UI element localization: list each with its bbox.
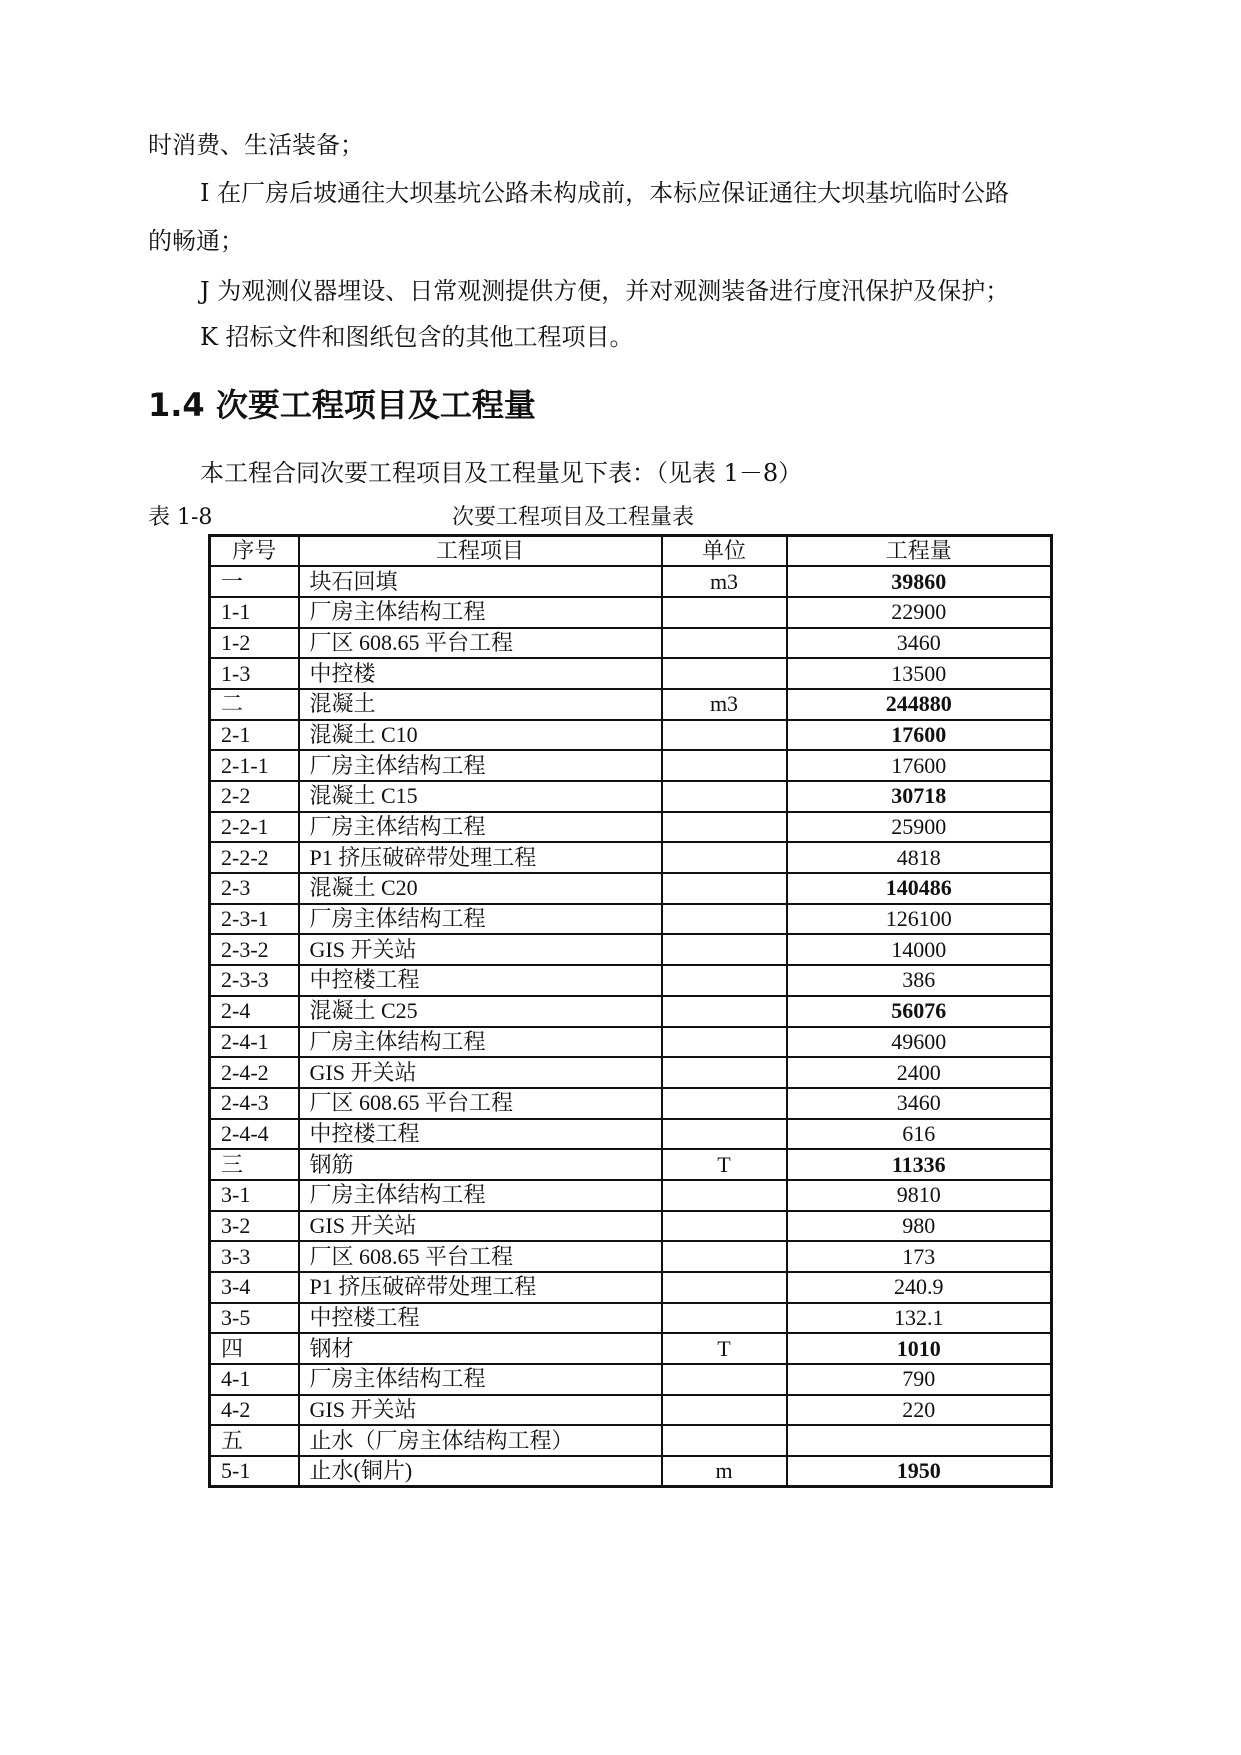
amount-cell: 126100 bbox=[787, 904, 1052, 935]
unit-cell bbox=[662, 658, 787, 689]
seq-cell: 3-3 bbox=[210, 1241, 299, 1272]
amount-cell: 220 bbox=[787, 1395, 1052, 1426]
unit-cell: m bbox=[662, 1456, 787, 1487]
item-cell: GIS 开关站 bbox=[299, 1057, 662, 1088]
item-cell: 中控楼工程 bbox=[299, 1119, 662, 1150]
seq-cell: 2-2-2 bbox=[210, 842, 299, 873]
amount-cell: 244880 bbox=[787, 689, 1052, 720]
unit-cell bbox=[662, 1180, 787, 1211]
item-cell: 混凝土 C10 bbox=[299, 720, 662, 751]
unit-cell bbox=[662, 1303, 787, 1334]
amount-cell: 25900 bbox=[787, 812, 1052, 843]
unit-cell bbox=[662, 597, 787, 628]
unit-cell bbox=[662, 1057, 787, 1088]
seq-cell: 2-1-1 bbox=[210, 750, 299, 781]
seq-cell: 1-2 bbox=[210, 628, 299, 659]
item-cell: 厂区 608.65 平台工程 bbox=[299, 1241, 662, 1272]
unit-cell bbox=[662, 750, 787, 781]
amount-cell: 173 bbox=[787, 1241, 1052, 1272]
item-cell: 钢筋 bbox=[299, 1149, 662, 1180]
table-row bbox=[210, 689, 1052, 720]
amount-cell: 17600 bbox=[787, 720, 1052, 751]
seq-cell: 2-4-2 bbox=[210, 1057, 299, 1088]
seq-cell: 1-3 bbox=[210, 658, 299, 689]
seq-cell: 2-2 bbox=[210, 781, 299, 812]
unit-cell bbox=[662, 996, 787, 1027]
amount-cell: 17600 bbox=[787, 750, 1052, 781]
seq-cell: 2-3 bbox=[210, 873, 299, 904]
table-row bbox=[210, 1333, 1052, 1364]
paragraph-5: K 招标文件和图纸包含的其他工程项目。 bbox=[200, 323, 634, 351]
table-row bbox=[210, 781, 1052, 812]
table-row bbox=[210, 842, 1052, 873]
header-unit: 单位 bbox=[662, 536, 787, 567]
item-cell: 块石回填 bbox=[299, 566, 662, 597]
table-row bbox=[210, 1119, 1052, 1150]
table-row bbox=[210, 1425, 1052, 1456]
unit-cell: m3 bbox=[662, 689, 787, 720]
seq-cell: 2-3-3 bbox=[210, 965, 299, 996]
item-cell: 混凝土 bbox=[299, 689, 662, 720]
seq-cell: 2-1 bbox=[210, 720, 299, 751]
seq-cell: 2-4 bbox=[210, 996, 299, 1027]
item-cell: 止水(铜片) bbox=[299, 1456, 662, 1487]
unit-cell: m3 bbox=[662, 566, 787, 597]
amount-cell: 22900 bbox=[787, 597, 1052, 628]
item-cell: 厂房主体结构工程 bbox=[299, 904, 662, 935]
amount-cell: 386 bbox=[787, 965, 1052, 996]
table-row bbox=[210, 1149, 1052, 1180]
paragraph-4: J 为观测仪器埋设、日常观测提供方便，并对观测装备进行度汛保护及保护； bbox=[200, 277, 1010, 305]
table-row bbox=[210, 1303, 1052, 1334]
item-cell: 厂房主体结构工程 bbox=[299, 1364, 662, 1395]
seq-cell: 1-1 bbox=[210, 597, 299, 628]
item-cell: 厂房主体结构工程 bbox=[299, 812, 662, 843]
item-cell: 厂房主体结构工程 bbox=[299, 1180, 662, 1211]
unit-cell bbox=[662, 965, 787, 996]
unit-cell: T bbox=[662, 1333, 787, 1364]
item-cell: 中控楼 bbox=[299, 658, 662, 689]
seq-cell: 5-1 bbox=[210, 1456, 299, 1487]
table-row bbox=[210, 934, 1052, 965]
seq-cell: 三 bbox=[210, 1149, 299, 1180]
table-body bbox=[210, 566, 1052, 1487]
unit-cell bbox=[662, 842, 787, 873]
item-cell: P1 挤压破碎带处理工程 bbox=[299, 1272, 662, 1303]
seq-cell: 2-4-1 bbox=[210, 1027, 299, 1058]
table-intro: 本工程合同次要工程项目及工程量见下表：（见表 1－8） bbox=[200, 459, 803, 487]
unit-cell bbox=[662, 1241, 787, 1272]
amount-cell: 1010 bbox=[787, 1333, 1052, 1364]
amount-cell: 2400 bbox=[787, 1057, 1052, 1088]
item-cell: 厂房主体结构工程 bbox=[299, 597, 662, 628]
unit-cell bbox=[662, 1027, 787, 1058]
seq-cell: 4-1 bbox=[210, 1364, 299, 1395]
item-cell: 中控楼工程 bbox=[299, 965, 662, 996]
table-row bbox=[210, 658, 1052, 689]
unit-cell bbox=[662, 781, 787, 812]
table-row bbox=[210, 965, 1052, 996]
table-row bbox=[210, 873, 1052, 904]
table-row bbox=[210, 1364, 1052, 1395]
table-row bbox=[210, 720, 1052, 751]
unit-cell bbox=[662, 934, 787, 965]
item-cell: 混凝土 C15 bbox=[299, 781, 662, 812]
amount-cell: 1950 bbox=[787, 1456, 1052, 1487]
seq-cell: 2-2-1 bbox=[210, 812, 299, 843]
amount-cell: 11336 bbox=[787, 1149, 1052, 1180]
amount-cell: 132.1 bbox=[787, 1303, 1052, 1334]
table-row bbox=[210, 1456, 1052, 1487]
seq-cell: 一 bbox=[210, 566, 299, 597]
amount-cell: 56076 bbox=[787, 996, 1052, 1027]
unit-cell bbox=[662, 873, 787, 904]
amount-cell: 30718 bbox=[787, 781, 1052, 812]
amount-cell: 49600 bbox=[787, 1027, 1052, 1058]
amount-cell: 240.9 bbox=[787, 1272, 1052, 1303]
item-cell: GIS 开关站 bbox=[299, 1395, 662, 1426]
amount-cell: 790 bbox=[787, 1364, 1052, 1395]
unit-cell bbox=[662, 1395, 787, 1426]
table-row bbox=[210, 904, 1052, 935]
item-cell: 止水（厂房主体结构工程） bbox=[299, 1425, 662, 1456]
amount-cell: 13500 bbox=[787, 658, 1052, 689]
table-row bbox=[210, 812, 1052, 843]
table-row bbox=[210, 597, 1052, 628]
amount-cell: 14000 bbox=[787, 934, 1052, 965]
unit-cell bbox=[662, 1119, 787, 1150]
item-cell: 厂房主体结构工程 bbox=[299, 750, 662, 781]
paragraph-2: I 在厂房后坡通往大坝基坑公路未构成前，本标应保证通往大坝基坑临时公路 bbox=[200, 179, 1010, 207]
amount-cell: 140486 bbox=[787, 873, 1052, 904]
item-cell: 混凝土 C20 bbox=[299, 873, 662, 904]
seq-cell: 四 bbox=[210, 1333, 299, 1364]
table-row bbox=[210, 750, 1052, 781]
table-row bbox=[210, 1241, 1052, 1272]
item-cell: 厂房主体结构工程 bbox=[299, 1027, 662, 1058]
table-title: 次要工程项目及工程量表 bbox=[452, 505, 695, 530]
seq-cell: 3-5 bbox=[210, 1303, 299, 1334]
table-row bbox=[210, 1027, 1052, 1058]
seq-cell: 4-2 bbox=[210, 1395, 299, 1426]
item-cell: 厂区 608.65 平台工程 bbox=[299, 1088, 662, 1119]
unit-cell bbox=[662, 1211, 787, 1242]
table-label: 表 1-8 bbox=[148, 505, 213, 530]
seq-cell: 3-4 bbox=[210, 1272, 299, 1303]
seq-cell: 2-4-3 bbox=[210, 1088, 299, 1119]
seq-cell: 2-3-1 bbox=[210, 904, 299, 935]
unit-cell bbox=[662, 812, 787, 843]
item-cell: GIS 开关站 bbox=[299, 934, 662, 965]
unit-cell bbox=[662, 1364, 787, 1395]
item-cell: 混凝土 C25 bbox=[299, 996, 662, 1027]
seq-cell: 3-1 bbox=[210, 1180, 299, 1211]
amount-cell: 980 bbox=[787, 1211, 1052, 1242]
paragraph-3: 的畅通； bbox=[148, 227, 244, 255]
seq-cell: 二 bbox=[210, 689, 299, 720]
item-cell: 厂区 608.65 平台工程 bbox=[299, 628, 662, 659]
unit-cell bbox=[662, 904, 787, 935]
item-cell: P1 挤压破碎带处理工程 bbox=[299, 842, 662, 873]
table-row bbox=[210, 996, 1052, 1027]
seq-cell: 2-3-2 bbox=[210, 934, 299, 965]
section-heading: 1.4 次要工程项目及工程量 bbox=[148, 386, 536, 424]
table-header-row bbox=[210, 536, 1052, 567]
table-row bbox=[210, 1395, 1052, 1426]
seq-cell: 3-2 bbox=[210, 1211, 299, 1242]
unit-cell: T bbox=[662, 1149, 787, 1180]
unit-cell bbox=[662, 1272, 787, 1303]
unit-cell bbox=[662, 628, 787, 659]
amount-cell: 9810 bbox=[787, 1180, 1052, 1211]
header-amount: 工程量 bbox=[787, 536, 1052, 567]
table-row bbox=[210, 1180, 1052, 1211]
table-row bbox=[210, 628, 1052, 659]
header-seq: 序号 bbox=[210, 536, 299, 567]
amount-cell: 616 bbox=[787, 1119, 1052, 1150]
amount-cell: 3460 bbox=[787, 628, 1052, 659]
amount-cell: 4818 bbox=[787, 842, 1052, 873]
amount-cell bbox=[787, 1425, 1052, 1456]
unit-cell bbox=[662, 1088, 787, 1119]
header-item: 工程项目 bbox=[299, 536, 662, 567]
table-row bbox=[210, 1088, 1052, 1119]
quantity-table bbox=[208, 534, 1053, 1488]
table-row bbox=[210, 1211, 1052, 1242]
table-row bbox=[210, 1272, 1052, 1303]
paragraph-1: 时消费、生活装备； bbox=[148, 131, 364, 159]
seq-cell: 五 bbox=[210, 1425, 299, 1456]
amount-cell: 39860 bbox=[787, 566, 1052, 597]
unit-cell bbox=[662, 1425, 787, 1456]
table-row bbox=[210, 566, 1052, 597]
item-cell: 中控楼工程 bbox=[299, 1303, 662, 1334]
item-cell: 钢材 bbox=[299, 1333, 662, 1364]
item-cell: GIS 开关站 bbox=[299, 1211, 662, 1242]
seq-cell: 2-4-4 bbox=[210, 1119, 299, 1150]
table-row bbox=[210, 1057, 1052, 1088]
amount-cell: 3460 bbox=[787, 1088, 1052, 1119]
unit-cell bbox=[662, 720, 787, 751]
